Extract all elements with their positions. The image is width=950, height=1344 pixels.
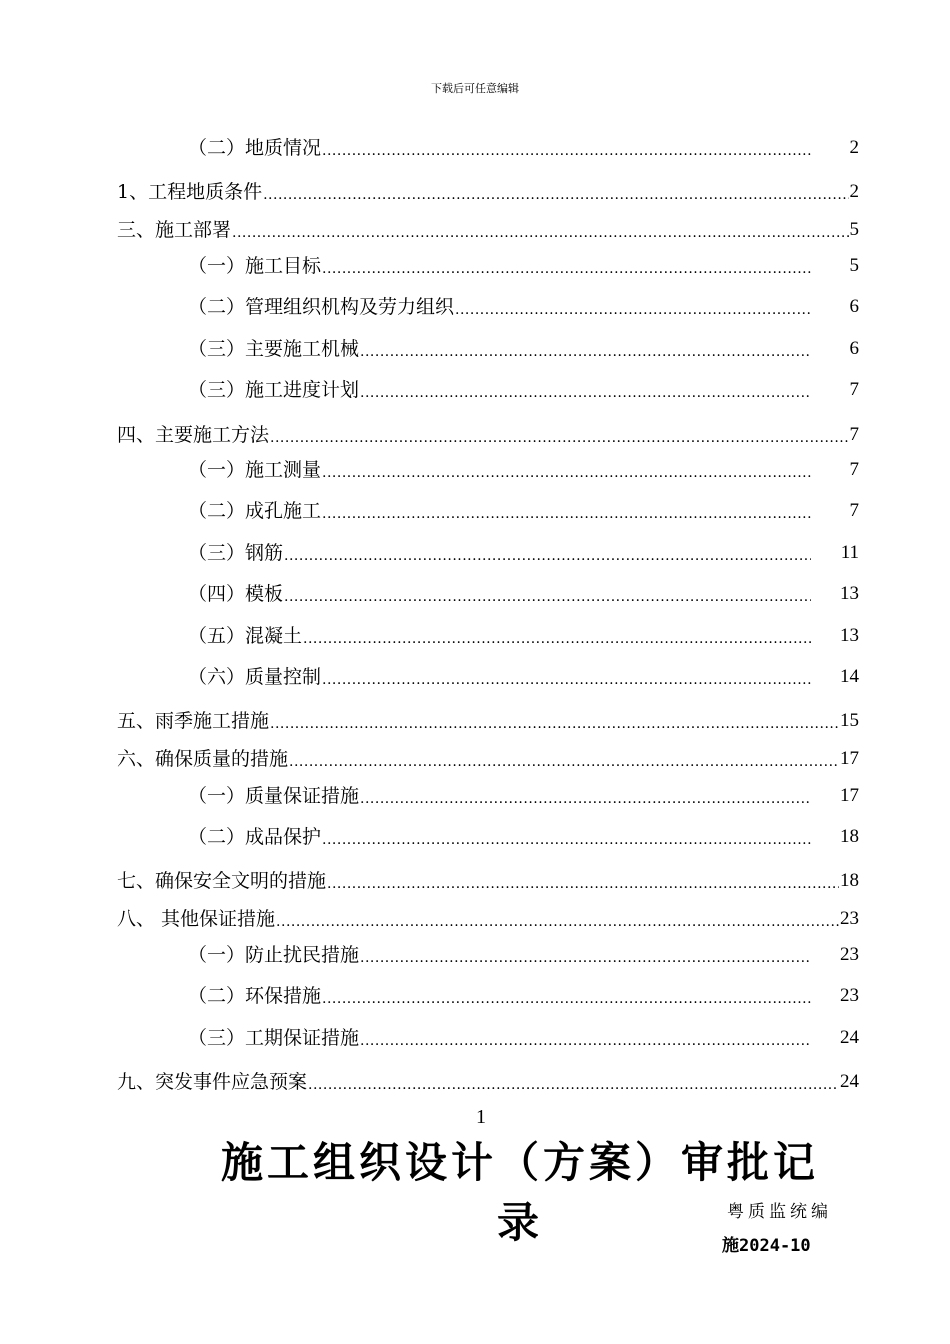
toc-entry-page: 23 [840,985,859,1006]
toc-entry-page: 17 [840,785,859,806]
toc-leader-dots [303,624,811,648]
toc-entry-title: （二）管理组织机构及劳力组织 [188,296,455,318]
toc-entry-title: 六、确保质量的措施 [117,748,289,770]
toc-leader-dots [455,295,811,319]
toc-entry-title: 1、工程地质条件 [117,181,263,203]
toc-entry-page: 5 [849,255,859,276]
toc-entry[interactable] [117,907,859,931]
toc-entry-page: 17 [840,748,859,769]
toc-entry-page: 6 [849,338,859,359]
toc-entry-title: （三）施工进度计划 [188,379,360,401]
toc-entry-title: （三）工期保证措施 [188,1027,360,1049]
toc-entry-title: （一）施工测量 [188,459,322,481]
toc-entry-page: 5 [849,219,859,240]
toc-entry-title: （四）模板 [188,583,284,605]
toc-entry-title: 三、施工部署 [117,219,232,241]
toc-entry-page: 18 [840,826,859,847]
toc-leader-dots [360,943,811,967]
toc-entry[interactable] [117,869,859,893]
toc-leader-dots [360,1026,811,1050]
toc-entry-page: 23 [840,944,859,965]
toc-entry-page: 7 [849,459,859,480]
toc-entry[interactable] [117,180,859,204]
toc-entry[interactable] [188,624,859,648]
toc-entry-title: （二）成孔施工 [188,500,322,522]
toc-leader-dots [263,180,848,204]
toc-entry[interactable] [188,499,859,523]
toc-entry-title: （六）质量控制 [188,666,322,688]
toc-leader-dots [322,458,811,482]
toc-entry[interactable] [188,254,859,278]
toc-leader-dots [360,337,811,361]
toc-leader-dots [360,784,811,808]
toc-entry[interactable] [188,295,859,319]
toc-entry-title: （一）质量保证措施 [188,785,360,807]
toc-entry-page: 14 [840,666,859,687]
toc-leader-dots [276,907,839,931]
toc-entry-page: 24 [840,1027,859,1048]
toc-leader-dots [232,218,848,242]
page-number: 1 [476,1106,486,1128]
toc-leader-dots [322,136,811,160]
toc-entry[interactable] [188,378,859,402]
toc-entry[interactable] [188,458,859,482]
toc-entry-title: （二）环保措施 [188,985,322,1007]
toc-entry-page: 18 [840,870,859,891]
toc-leader-dots [284,541,811,565]
toc-entry-title: （一）施工目标 [188,255,322,277]
toc-leader-dots [289,747,839,771]
toc-entry-page: 2 [849,181,859,202]
record-title: 施工组织设计（方案）审批记录 [220,1138,819,1247]
toc-entry[interactable] [117,218,859,242]
toc-leader-dots [270,423,848,447]
toc-entry-title: （三）主要施工机械 [188,338,360,360]
toc-entry[interactable] [117,423,859,447]
toc-entry[interactable] [188,984,859,1008]
toc-entry-title: 九、突发事件应急预案 [117,1071,308,1093]
toc-entry-page: 7 [849,379,859,400]
toc-entry[interactable] [117,1070,859,1094]
toc-entry[interactable] [188,784,859,808]
toc-entry-page: 2 [849,137,859,158]
toc-entry-page: 15 [840,710,859,731]
toc-entry[interactable] [117,747,859,771]
toc-leader-dots [322,665,811,689]
toc-leader-dots [284,582,811,606]
toc-entry-title: 四、主要施工方法 [117,424,270,446]
toc-leader-dots [322,984,811,1008]
toc-entry[interactable] [188,825,859,849]
header-note: 下载后可任意编辑 [431,82,519,95]
toc-entry-title: （三）钢筋 [188,542,284,564]
toc-entry-page: 13 [840,583,859,604]
toc-entry-page: 7 [849,500,859,521]
toc-entry[interactable] [188,665,859,689]
toc-leader-dots [270,709,839,733]
toc-leader-dots [327,869,839,893]
toc-entry-page: 13 [840,625,859,646]
toc-leader-dots [360,378,811,402]
toc-entry-page: 23 [840,908,859,929]
toc-entry-page: 11 [840,542,859,563]
toc-entry[interactable] [188,337,859,361]
toc-entry-title: 八、 其他保证措施 [117,908,276,930]
toc-entry[interactable] [188,943,859,967]
toc-leader-dots [322,254,811,278]
toc-entry-page: 24 [840,1071,859,1092]
editor-note: 粤质监统编 [727,1202,832,1222]
toc-entry-title: 七、确保安全文明的措施 [117,870,327,892]
toc-entry[interactable] [188,541,859,565]
form-code: 施2024-10 [722,1236,811,1256]
toc-entry-title: （一）防止扰民措施 [188,944,360,966]
toc-entry[interactable] [117,709,859,733]
toc-entry-page: 7 [849,424,859,445]
toc-leader-dots [322,825,811,849]
toc-entry-title: （二）成品保护 [188,826,322,848]
toc-entry-title: 五、雨季施工措施 [117,710,270,732]
toc-entry-title: （五）混凝土 [188,625,303,647]
toc-entry-page: 6 [849,296,859,317]
toc-leader-dots [308,1070,839,1094]
toc-entry-title: （二）地质情况 [188,137,322,159]
toc-entry[interactable] [188,136,859,160]
toc-leader-dots [322,499,811,523]
toc-entry[interactable] [188,582,859,606]
toc-entry[interactable] [188,1026,859,1050]
